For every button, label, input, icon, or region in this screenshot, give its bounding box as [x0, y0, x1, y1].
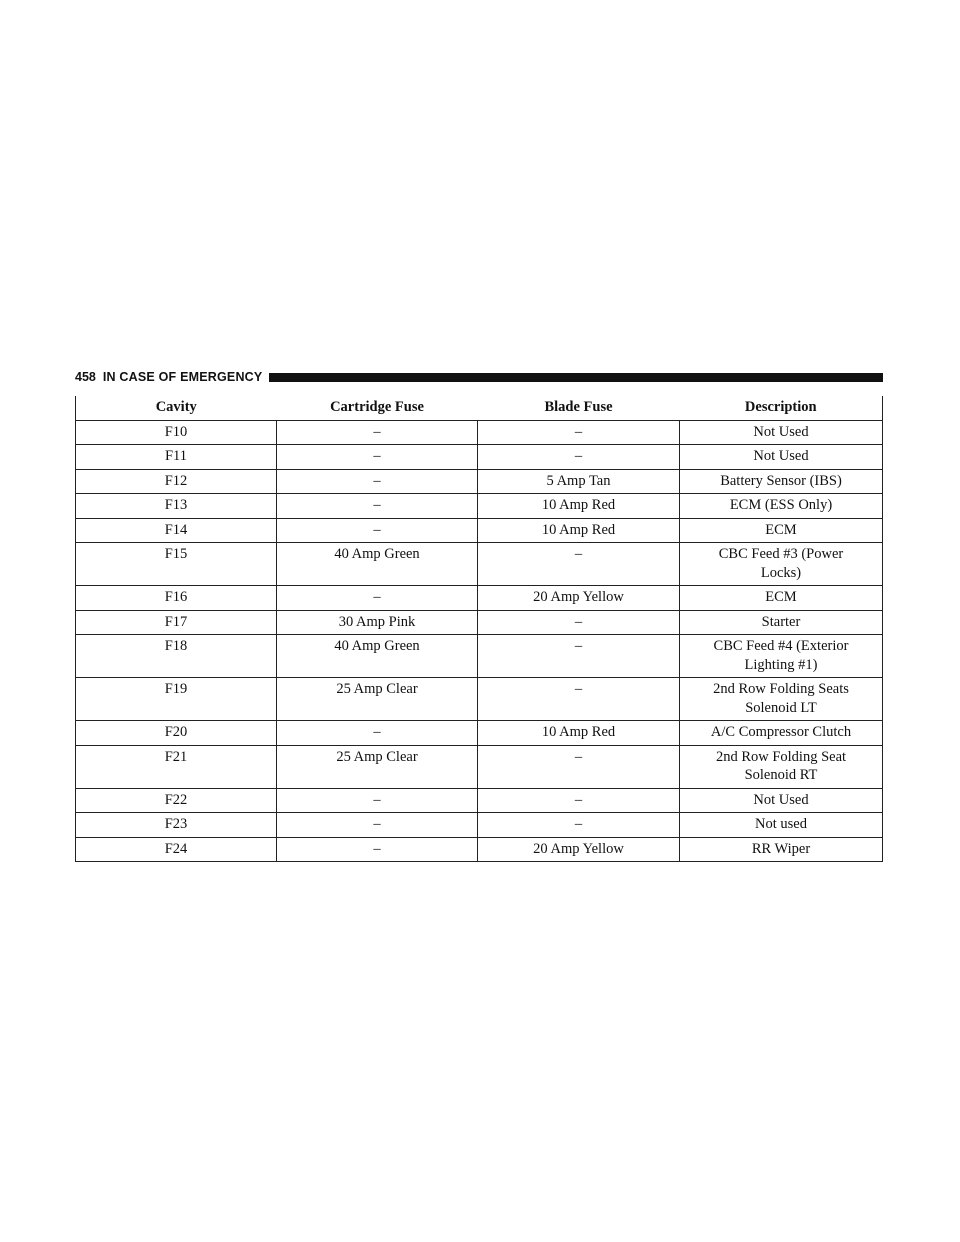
column-header-cavity: Cavity — [76, 396, 277, 420]
cell-cavity: F19 — [76, 678, 277, 721]
cell-cartridge-fuse: – — [277, 420, 478, 445]
table-body — [76, 420, 883, 862]
cell-cartridge-fuse: – — [277, 494, 478, 519]
description-line: CBC Feed #4 (Exterior — [713, 638, 849, 654]
table-row — [76, 813, 883, 838]
table-row — [76, 543, 883, 586]
table-row — [76, 635, 883, 678]
cell-cavity: F14 — [76, 518, 277, 543]
column-header-cartridge-fuse: Cartridge Fuse — [277, 396, 478, 420]
cell-description — [680, 813, 883, 838]
cell-cartridge-fuse: – — [277, 837, 478, 862]
table-row — [76, 837, 883, 862]
description-line: Locks) — [760, 564, 802, 581]
cell-cavity: F17 — [76, 610, 277, 635]
cell-blade-fuse: – — [478, 445, 680, 470]
cell-description — [680, 518, 883, 543]
cell-description — [680, 494, 883, 519]
cell-blade-fuse: 20 Amp Yellow — [478, 837, 680, 862]
column-header-description: Description — [680, 396, 883, 420]
cell-cartridge-fuse: – — [277, 788, 478, 813]
cell-blade-fuse: 20 Amp Yellow — [478, 586, 680, 611]
cell-cavity: F24 — [76, 837, 277, 862]
cell-cavity: F21 — [76, 745, 277, 788]
description-line: A/C Compressor Clutch — [710, 724, 852, 740]
description-line: ECM — [765, 521, 797, 538]
description-line: Lighting #1) — [744, 656, 818, 673]
table-row — [76, 610, 883, 635]
cell-cavity: F13 — [76, 494, 277, 519]
cell-cavity: F16 — [76, 586, 277, 611]
cell-cavity: F11 — [76, 445, 277, 470]
table-row — [76, 494, 883, 519]
header-rule — [269, 373, 883, 382]
cell-cartridge-fuse: – — [277, 469, 478, 494]
cell-cavity: F23 — [76, 813, 277, 838]
cell-blade-fuse: – — [478, 543, 680, 586]
cell-description — [680, 445, 883, 470]
cell-description — [680, 837, 883, 862]
cell-cartridge-fuse: – — [277, 518, 478, 543]
cell-blade-fuse: – — [478, 420, 680, 445]
description-line: Not used — [755, 816, 807, 832]
cell-cartridge-fuse: 40 Amp Green — [277, 635, 478, 678]
cell-description — [680, 745, 883, 788]
description-line: RR Wiper — [751, 840, 811, 857]
cell-cavity: F12 — [76, 469, 277, 494]
cell-cartridge-fuse: – — [277, 445, 478, 470]
description-line: ECM (ESS Only) — [729, 497, 833, 513]
cell-description — [680, 586, 883, 611]
cell-blade-fuse: – — [478, 678, 680, 721]
cell-blade-fuse: – — [478, 635, 680, 678]
cell-blade-fuse: 5 Amp Tan — [478, 469, 680, 494]
table-row — [76, 745, 883, 788]
cell-cartridge-fuse: – — [277, 586, 478, 611]
description-line: Not Used — [753, 791, 809, 808]
description-line: Battery Sensor (IBS) — [720, 472, 842, 489]
cell-cartridge-fuse: – — [277, 721, 478, 746]
cell-description — [680, 420, 883, 445]
table-row — [76, 518, 883, 543]
cell-cartridge-fuse: – — [277, 813, 478, 838]
cell-blade-fuse: – — [478, 610, 680, 635]
cell-cartridge-fuse: 30 Amp Pink — [277, 610, 478, 635]
table-row — [76, 469, 883, 494]
cell-blade-fuse: 10 Amp Red — [478, 518, 680, 543]
table-row — [76, 445, 883, 470]
cell-cavity: F22 — [76, 788, 277, 813]
cell-description — [680, 635, 883, 678]
description-line: CBC Feed #3 (Power — [718, 546, 844, 562]
page-number: 458 — [75, 370, 96, 384]
cell-cartridge-fuse: 25 Amp Clear — [277, 678, 478, 721]
table-row — [76, 678, 883, 721]
cell-blade-fuse: 10 Amp Red — [478, 494, 680, 519]
cell-cavity: F18 — [76, 635, 277, 678]
cell-blade-fuse: – — [478, 745, 680, 788]
description-line: Solenoid LT — [745, 699, 817, 716]
cell-description — [680, 469, 883, 494]
cell-description — [680, 543, 883, 586]
cell-blade-fuse: – — [478, 788, 680, 813]
description-line: Not Used — [753, 423, 809, 440]
table-row — [76, 788, 883, 813]
cell-cavity: F20 — [76, 721, 277, 746]
page-header — [75, 369, 883, 385]
fuse-table — [75, 396, 883, 862]
cell-cartridge-fuse: 40 Amp Green — [277, 543, 478, 586]
cell-description — [680, 610, 883, 635]
description-line: 2nd Row Folding Seats — [713, 681, 849, 697]
cell-blade-fuse: 10 Amp Red — [478, 721, 680, 746]
table-row — [76, 721, 883, 746]
description-line: Solenoid RT — [744, 767, 818, 783]
cell-description — [680, 788, 883, 813]
cell-cartridge-fuse: 25 Amp Clear — [277, 745, 478, 788]
column-header-blade-fuse: Blade Fuse — [478, 396, 680, 420]
cell-cavity: F15 — [76, 543, 277, 586]
description-line: Starter — [761, 613, 801, 630]
cell-blade-fuse: – — [478, 813, 680, 838]
description-line: ECM — [765, 589, 797, 605]
cell-cavity: F10 — [76, 420, 277, 445]
cell-description — [680, 678, 883, 721]
table-row — [76, 420, 883, 445]
cell-description — [680, 721, 883, 746]
table-row — [76, 586, 883, 611]
description-line: 2nd Row Folding Seat — [715, 748, 847, 765]
table-header-row — [76, 396, 883, 420]
description-line: Not Used — [753, 448, 809, 464]
section-title: IN CASE OF EMERGENCY — [102, 370, 263, 384]
